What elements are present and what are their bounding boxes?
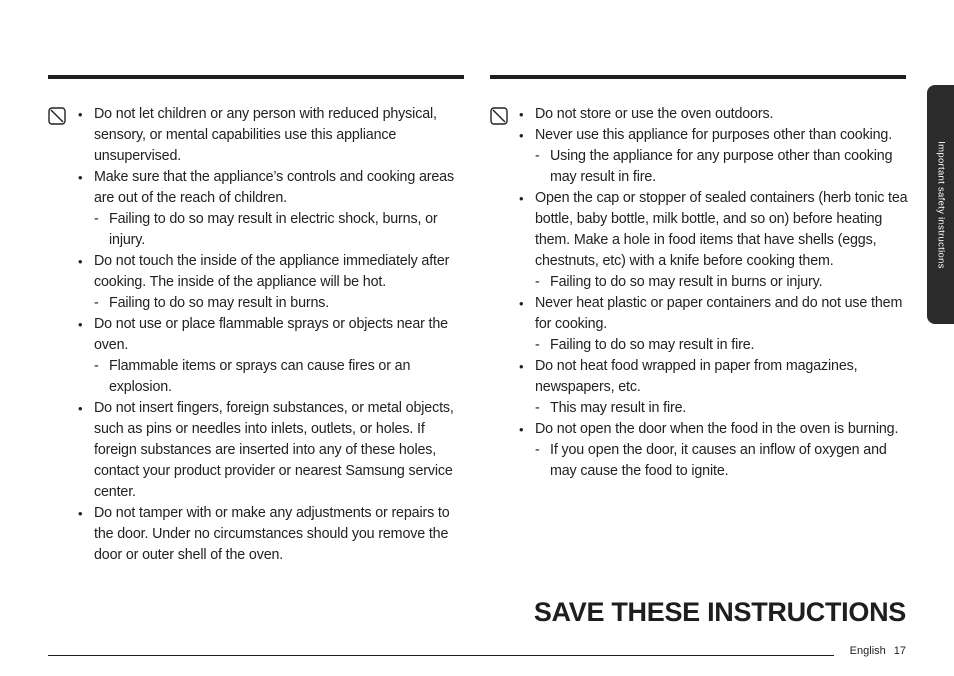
instruction-text: Never heat plastic or paper containers and do not use them for cooking. — [535, 295, 903, 332]
list-item — [78, 251, 464, 314]
right-instruction-list — [519, 104, 909, 482]
list-item — [519, 293, 909, 356]
side-tab-label: Important safety instructions — [935, 140, 946, 269]
footer-rule — [48, 655, 834, 656]
section-side-tab — [927, 85, 954, 324]
sub-item: - Flammable items or sprays can cause fires or an explosion. — [94, 356, 464, 398]
instruction-text: Do not let children or any person with reduced physical, sensory, or mental capabilities use this appliance unsupervised. — [94, 106, 437, 164]
prohibition-icon — [48, 107, 66, 125]
page-heading: SAVE THESE INSTRUCTIONS — [533, 597, 906, 627]
right-column-top-rule — [490, 75, 906, 79]
sub-item: - If you open the door, it causes an inflow of oxygen and may cause the food to ignite. — [535, 440, 909, 482]
list-item — [519, 104, 909, 125]
left-column-top-rule — [48, 75, 464, 79]
instruction-text: Do not open the door when the food in the oven is burning. — [535, 421, 899, 437]
sub-item: - Failing to do so may result in burns or injury. — [535, 272, 909, 293]
instruction-text: Never use this appliance for purposes other than cooking. — [535, 127, 893, 143]
list-item — [519, 188, 909, 293]
left-instruction-list — [78, 104, 464, 566]
list-item — [78, 398, 464, 503]
page-footer — [850, 645, 906, 657]
prohibition-icon — [490, 107, 508, 125]
instruction-text: Make sure that the appliance’s controls and cooking areas are out of the reach of children. — [94, 169, 454, 206]
sub-item: - Failing to do so may result in electric shock, burns, or injury. — [94, 209, 464, 251]
instruction-text: Do not touch the inside of the appliance immediately after cooking. The inside of the appliance will be hot. — [94, 253, 450, 290]
sub-item: - Failing to do so may result in burns. — [94, 293, 464, 314]
instruction-text: Open the cap or stopper of sealed containers (herb tonic tea bottle, baby bottle, milk bottle, and so on) before heating them. Make a hole in food items that have shells (eggs, chestnuts, etc) with a knife before cooking them. — [535, 190, 908, 269]
instruction-text: Do not tamper with or make any adjustments or repairs to the door. Under no circumstances should you remove the door or outer shell of the oven. — [94, 505, 450, 563]
list-item — [78, 104, 464, 167]
list-item — [519, 356, 909, 419]
list-item — [78, 167, 464, 251]
list-item — [78, 503, 464, 566]
sub-item: - Failing to do so may result in fire. — [535, 335, 909, 356]
list-item — [78, 314, 464, 398]
instruction-text: Do not insert fingers, foreign substances, or metal objects, such as pins or needles into inlets, outlets, or holes. If foreign substances are inserted into any of these holes, contact your product provider or nearest Samsung service center. — [94, 400, 454, 500]
list-item — [519, 419, 909, 482]
sub-item: - This may result in fire. — [535, 398, 909, 419]
page-number: 17 — [893, 645, 906, 657]
list-item — [519, 125, 909, 188]
footer-language: English — [849, 645, 886, 657]
instruction-text: Do not heat food wrapped in paper from magazines, newspapers, etc. — [535, 358, 858, 395]
instruction-text: Do not use or place flammable sprays or objects near the oven. — [94, 316, 448, 353]
sub-item: - Using the appliance for any purpose other than cooking may result in fire. — [535, 146, 909, 188]
instruction-text: Do not store or use the oven outdoors. — [535, 106, 774, 122]
